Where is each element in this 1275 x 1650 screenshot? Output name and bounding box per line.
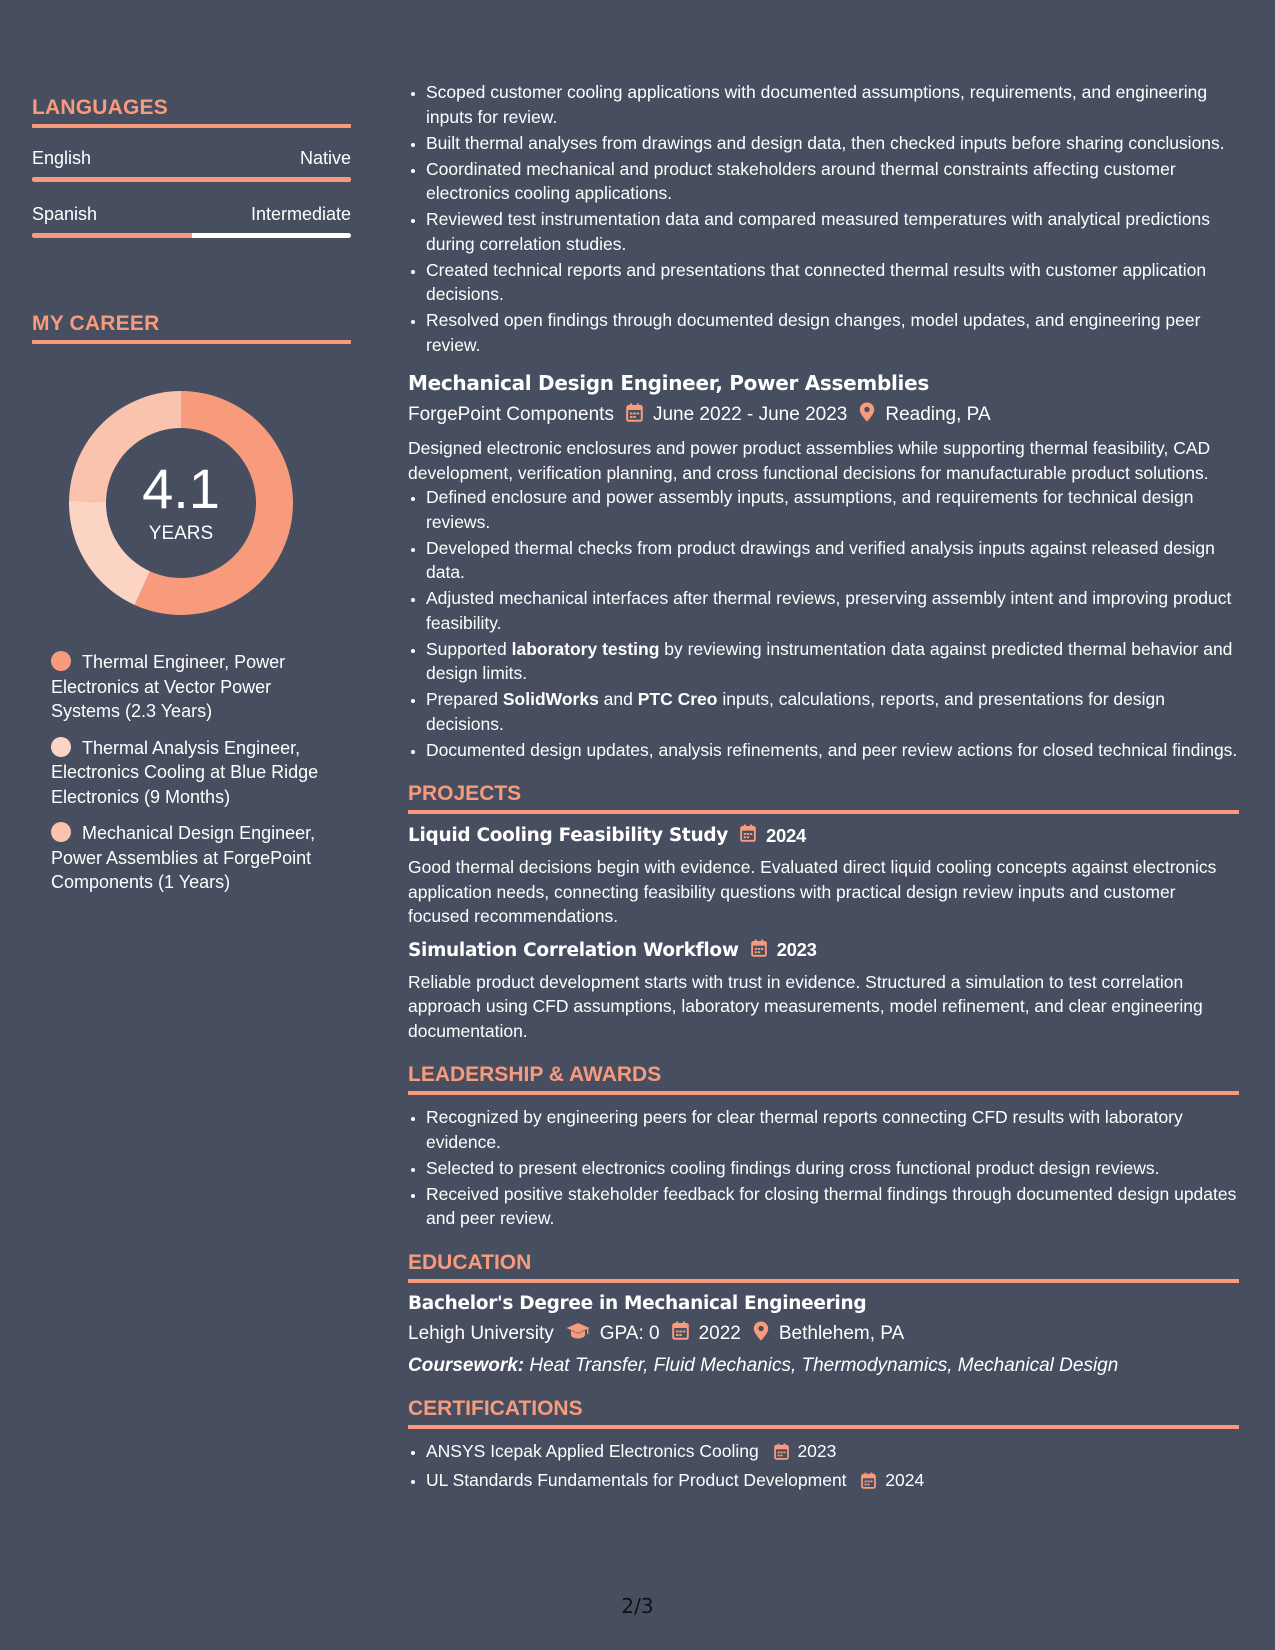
career-unit: YEARS [148,523,214,544]
list-item [426,1468,1239,1496]
awards-list [408,1105,1239,1231]
gpa: GPA: 0 [599,1322,660,1344]
location-pin-icon [753,1321,769,1347]
location-pin-icon [859,402,875,428]
list-item: • Recognized by engineering peers for clear thermal reports connecting CFD results with laboratory evidence. [426,1105,1239,1154]
legend-dot-icon [51,737,71,757]
job-location: Reading, PA [885,404,991,425]
text: by reviewing instrumentation data against predicted thermal behavior and design limits. [426,638,1233,683]
right-column [408,80,1239,1497]
project-description: Reliable product development starts with trust in evidence. Structured a simulation to test correlation approach using CFD assumptions, laboratory measurements, model refinement, and clear engineering documentation. [408,971,1203,1041]
awards-heading: LEADERSHIP & AWARDS [408,1063,1239,1095]
legend-label: Thermal Analysis Engineer, Electronics Cooling at Blue Ridge Electronics (9 Months) [51,737,319,807]
list-item [426,1439,1239,1467]
cert-year: 2023 [797,1440,837,1461]
list-item: • Documented design updates, analysis refinements, and peer review actions for closed technical findings. [426,738,1239,763]
calendar-icon [861,1471,876,1496]
career-legend [51,650,351,895]
language-bar [32,177,351,182]
job-dates: June 2022 - June 2023 [652,404,848,425]
list-item: • Selected to present electronics cooling findings during cross functional product design reviews. [426,1156,1239,1181]
project-year: 2024 [766,824,806,846]
education-heading: EDUCATION [408,1251,1239,1283]
language-spanish [32,204,351,238]
list-item [426,687,1239,736]
bold-text: SolidWorks [502,689,599,709]
cert-name: UL Standards Fundamentals for Product Development [426,1469,847,1490]
cert-year: 2024 [885,1469,925,1490]
list-item: • Received positive stakeholder feedback for closing thermal findings through documented design updates and peer review. [426,1182,1239,1231]
text: Prepared [426,689,503,709]
certifications-heading: CERTIFICATIONS [408,1397,1239,1429]
language-level: Native [299,148,351,168]
legend-dot-icon [51,651,71,671]
legend-dot-icon [51,822,71,842]
legend-label: Thermal Engineer, Power Electronics at Vector Power Systems (2.3 Years) [51,652,286,721]
cert-name: ANSYS Icepak Applied Electronics Cooling [426,1440,759,1461]
coursework [408,1355,1239,1377]
career-total-years: 4.1 [142,457,220,520]
project-name: Simulation Correlation Workflow [408,939,739,961]
project-name: Liquid Cooling Feasibility Study [408,825,729,846]
calendar-icon [626,403,643,428]
job-bullets [408,485,1239,762]
projects-heading: PROJECTS [408,782,1239,814]
donut-center [66,388,296,618]
legend-item [51,650,331,724]
degree-title: Bachelor's Degree in Mechanical Engineering [408,1292,867,1314]
career-heading: MY CAREER [32,312,351,344]
education-meta [408,1321,1239,1347]
language-name: Spanish [32,204,98,224]
language-english [32,148,351,182]
calendar-icon [751,939,767,962]
experience-top-bullets [408,80,1239,357]
language-name: English [32,148,92,168]
language-bar-fill [32,177,351,182]
project-item [408,824,1239,929]
language-bar-fill [32,233,192,238]
calendar-icon [774,1442,789,1467]
project-item [408,939,1239,1044]
project-year: 2023 [776,939,817,960]
text: inputs, calculations, reports, and presentations for design decisions. [426,689,1165,734]
career-donut-chart [66,388,296,618]
language-level: Intermediate [250,204,351,224]
list-item: • Defined enclosure and power assembly inputs, assumptions, and requirements for technical design reviews. [426,485,1239,534]
list-item: • Coordinated mechanical and product stakeholders around thermal constraints affecting customer electronics cooling applications. [426,157,1239,206]
school-location: Bethlehem, PA [778,1322,905,1344]
school-name: Lehigh University [408,1322,554,1344]
list-item: • Built thermal analyses from drawings and design data, then checked inputs before sharing conclusions. [426,131,1239,156]
list-item: • Scoped customer cooling applications with documented assumptions, requirements, and engineering inputs for review. [426,80,1239,129]
project-title-row [408,824,1239,847]
list-item: • Developed thermal checks from product drawings and verified analysis inputs against released design data. [426,536,1239,585]
list-item: • Created technical reports and presentations that connected thermal results with customer application decisions. [426,258,1239,307]
legend-label: Mechanical Design Engineer, Power Assemblies at ForgePoint Components (1 Years) [51,823,316,892]
job-title: Mechanical Design Engineer, Power Assemblies [408,371,929,395]
job-company: ForgePoint Components [408,404,614,425]
certifications-list [408,1439,1239,1496]
language-bar [32,233,351,238]
text: and [598,689,638,709]
list-item: • Resolved open findings through documented design changes, model updates, and engineering peer review. [426,308,1239,357]
list-item [426,637,1239,686]
legend-item [51,821,331,895]
left-column [32,96,351,907]
bold-text: laboratory testing [511,638,660,659]
text: Supported [426,638,512,659]
project-title-row [408,939,1239,962]
coursework-label: Coursework: [408,1354,525,1376]
legend-item [51,736,331,810]
page-number: 2/3 [621,1594,654,1618]
list-item: • Reviewed test instrumentation data and compared measured temperatures with analytical predictions during correlation studies. [426,207,1239,256]
calendar-icon [740,824,756,847]
career-section [32,312,351,895]
job-summary: Designed electronic enclosures and power product assemblies while supporting thermal feasibility, CAD development, verification planning, and cross functional decisions for manufacturable product solutions. [408,438,1211,483]
list-item: • Adjusted mechanical interfaces after thermal reviews, preserving assembly intent and improving product feasibility. [426,586,1239,635]
calendar-icon [672,1321,689,1346]
coursework-list: Heat Transfer, Fluid Mechanics, Thermodynamics, Mechanical Design [529,1354,1119,1376]
languages-heading: LANGUAGES [32,96,351,128]
job-meta [408,402,1239,428]
graduation-year: 2022 [698,1322,741,1344]
graduation-cap-icon [566,1322,590,1346]
project-description: Good thermal decisions begin with evidence. Evaluated direct liquid cooling concepts against electronics application needs, connecting feasibility questions with practical design review inputs and customer focused recommendations. [408,857,1217,926]
bold-text: PTC Creo [637,689,718,709]
